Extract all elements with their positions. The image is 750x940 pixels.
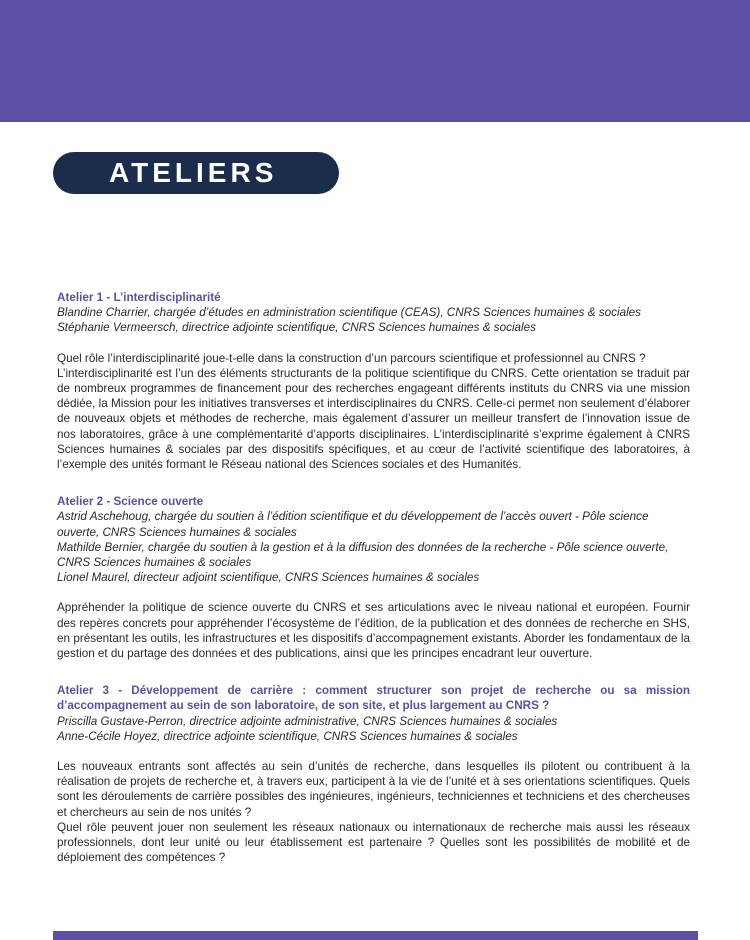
atelier-2-speaker-2: Mathilde Bernier, chargée du soutien à la gestion et à la diffusion des données de la recherche - Pôle science ouverte, CNRS Sciences humaines & sociales: [57, 540, 669, 570]
atelier-1-description: [57, 351, 690, 473]
atelier-3-paragraph-2: Quel rôle peuvent jouer non seulement les réseaux nationaux ou internationaux de recherche mais aussi les réseaux professionnels, dont leur unité ou leur établissement est partenaire ? Quelles sont les possibilités de mobilité et de déploiement des compétences ?: [57, 820, 690, 865]
atelier-3-description: [57, 759, 690, 865]
atelier-2: [57, 494, 690, 661]
atelier-3: [57, 683, 690, 865]
workshops-list: [57, 290, 690, 866]
footer-bar: [53, 931, 698, 940]
atelier-3-paragraph-1: Les nouveaux entrants sont affectés au sein d’unités de recherche, dans lesquelles ils pilotent ou contribuent à la réalisation de projets de recherche et, à travers eux, participent à la vie de l’unité et à ses orientations scientifiques. Quels sont les déroulements de carrière possibles des ingénieures, ingénieurs, techniciennes et techniciens et des chercheuses et chercheurs au sein de nos unités ?: [57, 760, 690, 819]
atelier-1-speaker-1: Blandine Charrier, chargée d’études en administration scientifique (CEAS), CNRS Sciences humaines & sociales: [57, 306, 642, 320]
atelier-1-title: Atelier 1 - L’interdisciplinarité: [57, 291, 221, 304]
atelier-2-speaker-3: Lionel Maurel, directeur adjoint scientifique, CNRS Sciences humaines & sociales: [57, 571, 480, 585]
atelier-2-description: [57, 600, 690, 661]
atelier-1-speaker-2: Stéphanie Vermeersch, directrice adjointe scientifique, CNRS Sciences humaines & sociales: [57, 321, 536, 335]
atelier-1: [57, 290, 690, 472]
header-band: [0, 0, 750, 122]
atelier-3-title: Atelier 3 - Développement de carrière : comment structurer son projet de recherche ou sa mission d’accompagnement au sein de son laboratoire, de son site, et plus largement au CNRS ?: [57, 684, 690, 713]
page-title: ATELIERS: [53, 152, 339, 194]
atelier-1-paragraph-1: Quel rôle l’interdisciplinarité joue-t-elle dans la construction d’un parcours scientifique et professionnel au CNRS ?: [57, 351, 646, 365]
atelier-1-paragraph-2: L’interdisciplinarité est l’un des éléments structurants de la politique scientifique du CNRS. Cette orientation se traduit par de nombreux programmes de financement pour des recherches engageant différents instituts du CNRS via une mission dédiée, la Mission pour les initiatives transverses et interdisciplinaires du CNRS. Celle-ci permet non seulement d’élaborer de nouveaux objets et méthodes de recherche, mais également d’assurer un meilleur transfert de l’innovation issue de nos laboratoires, grâce à une complémentarité d’apports disciplinaires. L’interdisciplinarité s’exprime également à CNRS Sciences humaines & sociales par des dispositifs spécifiques, et au cœur de l’activité scientifique des laboratoires, à l’exemple des unités formant le Réseau national des Sciences sociales et des Humanités.: [57, 366, 690, 472]
atelier-2-speaker-1: Astrid Aschehoug, chargée du soutien à l’édition scientifique et du développement de l’accès ouvert - Pôle science ouverte, CNRS Sciences humaines & sociales: [57, 510, 649, 539]
atelier-2-title: Atelier 2 - Science ouverte: [57, 495, 204, 509]
atelier-3-speaker-1: Priscilla Gustave-Perron, directrice adjointe administrative, CNRS Sciences humaines & sociales: [57, 714, 558, 728]
atelier-2-paragraph-1: Appréhender la politique de science ouverte du CNRS et ses articulations avec le niveau national et européen. Fournir des repères concrets pour appréhender l’écosystème de l’édition, de la publication et des données de recherche en SHS, en présentant les outils, les infrastructures et les dispositifs d’accompagnement existants. Aborder les fondamentaux de la gestion et du partage des données et des publications, ainsi que les principes encadrant leur ouverture.: [57, 601, 690, 661]
atelier-3-speaker-2: Anne-Cécile Hoyez, directrice adjointe scientifique, CNRS Sciences humaines & sociales: [57, 729, 518, 743]
